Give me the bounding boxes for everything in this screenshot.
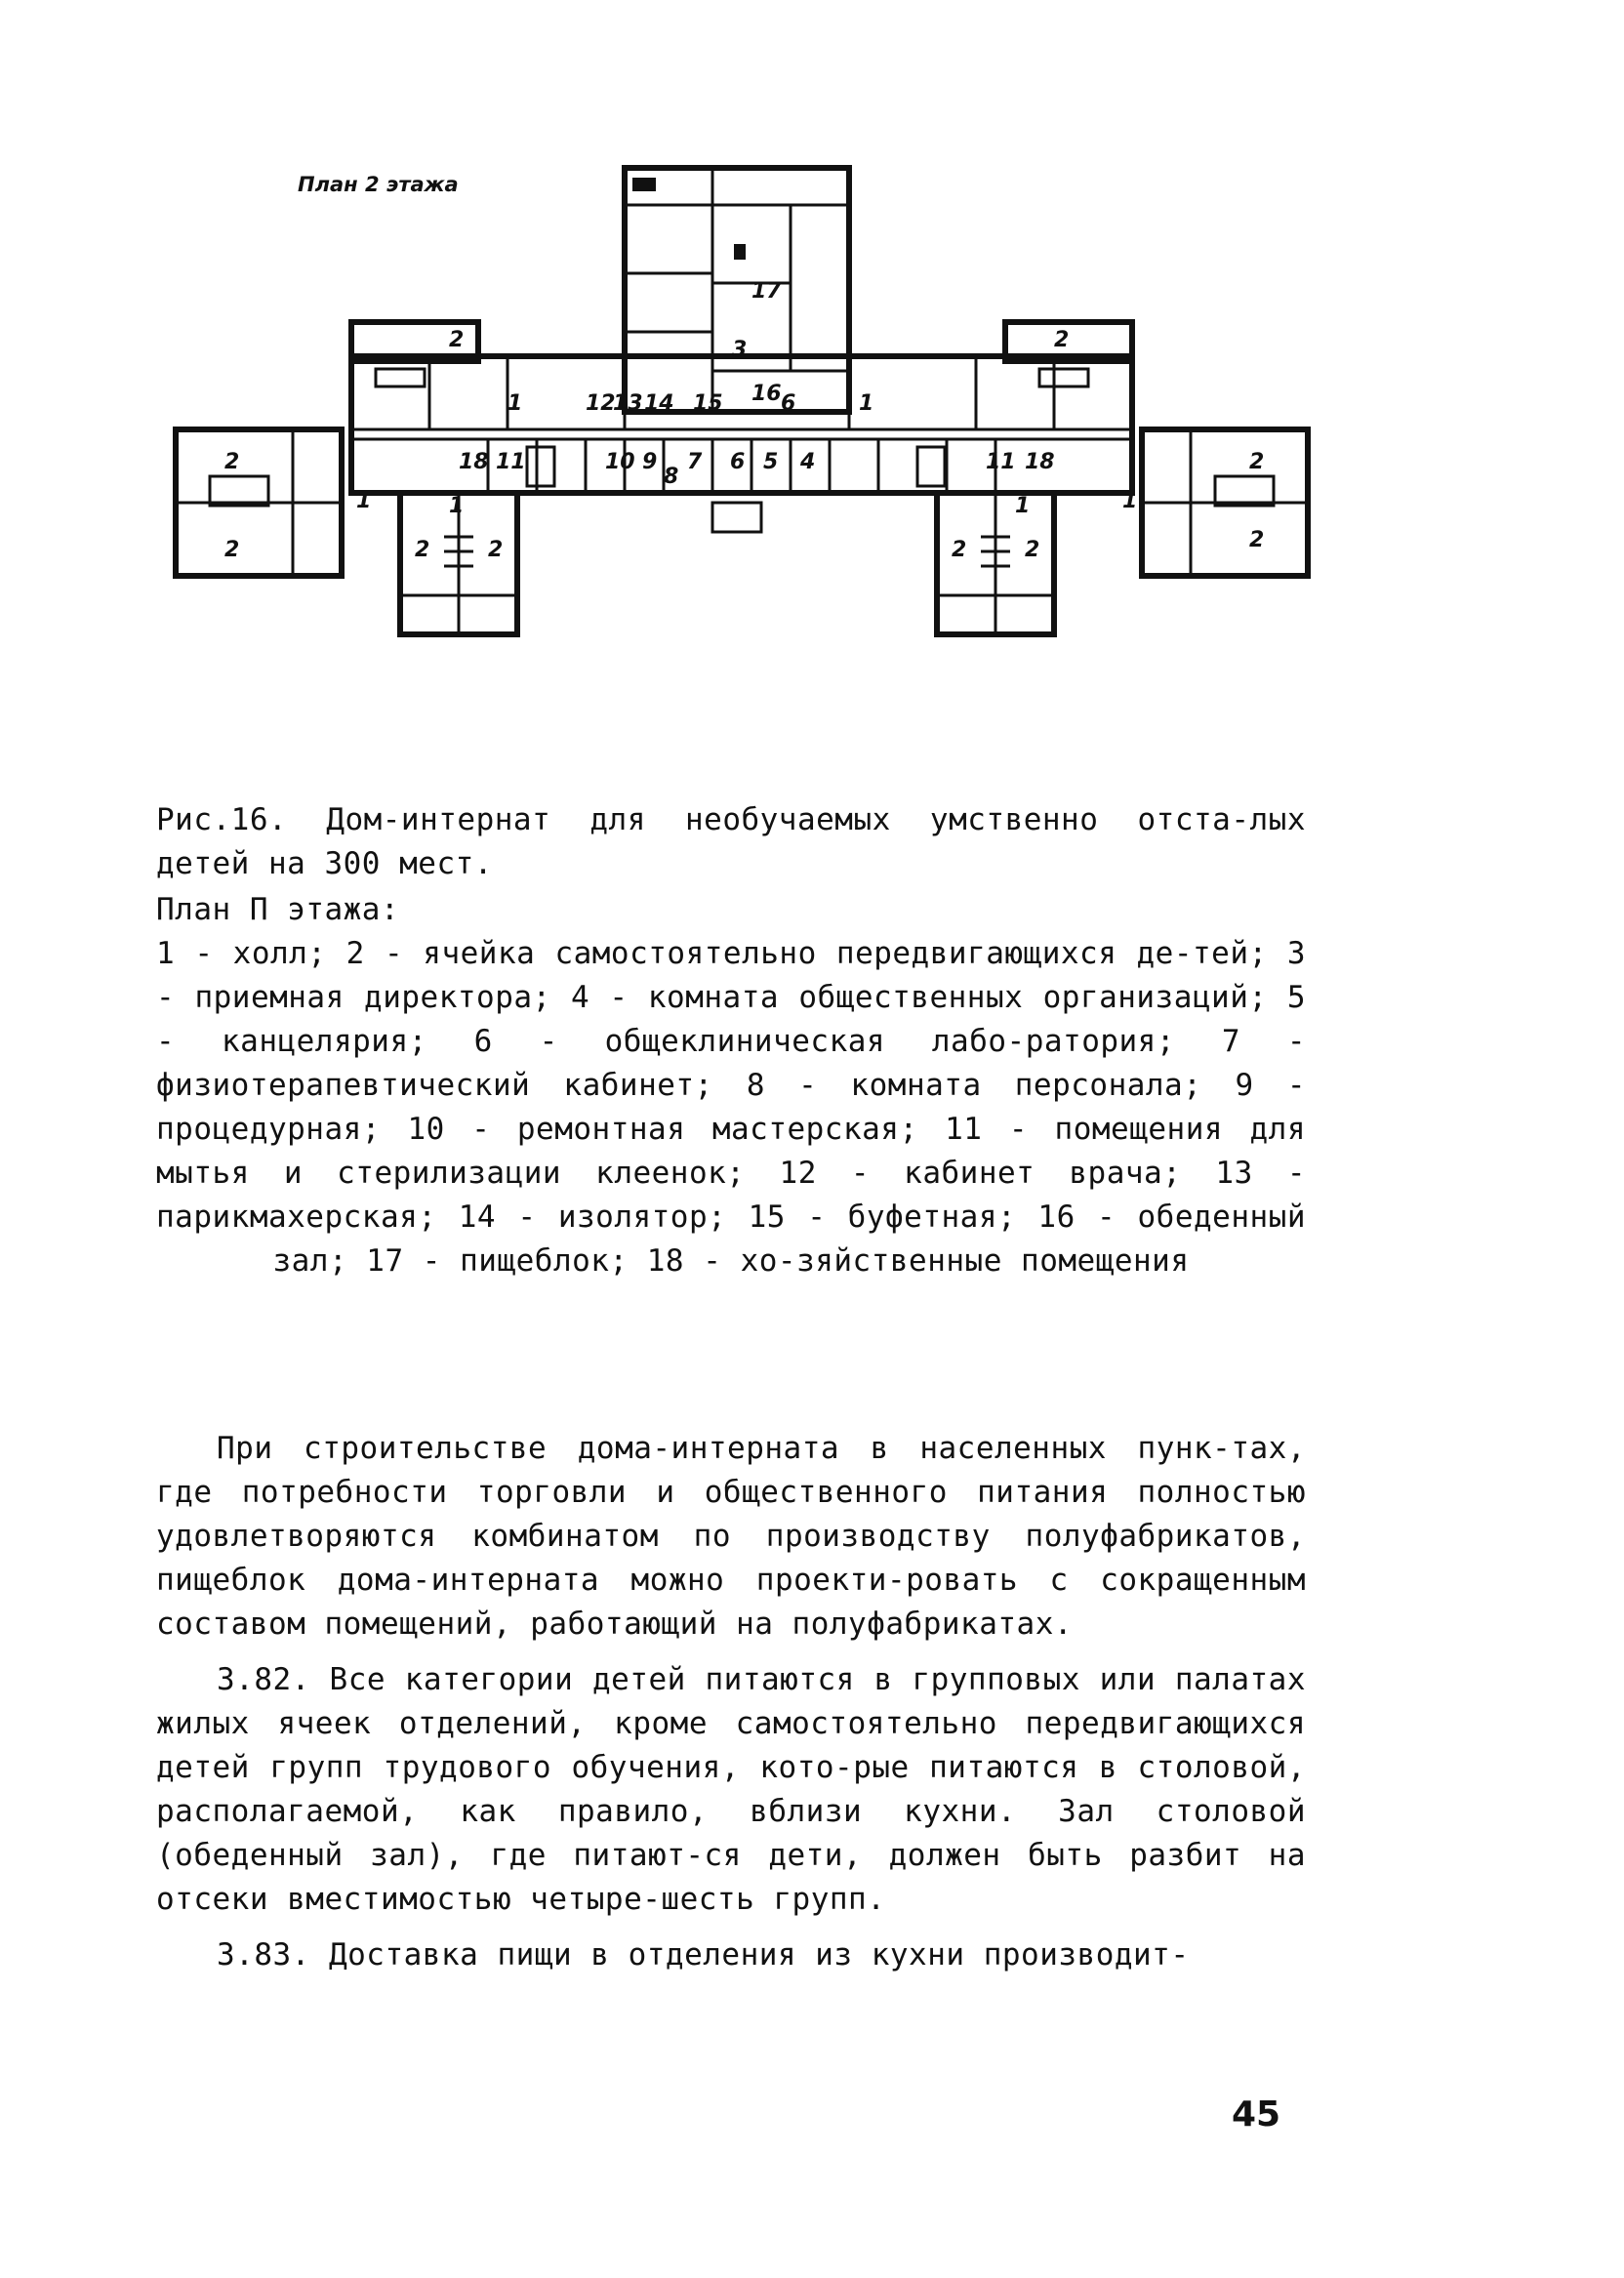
room-number: 2 xyxy=(1249,450,1265,474)
room-number: 1 xyxy=(859,391,874,416)
plan-label: План 2 этажа xyxy=(298,173,459,196)
caption-legend: 1 - холл; 2 - ячейка самостоятельно передвигающихся де-тей; 3 - приемная директора; 4 - комната общественных организаций; 5 - канцелярия; 6 - общеклиническая лабо-ратория; 7 - физиотерапевтический кабинет; 8 - комната персонала; 9 - процедурная; 10 - ремонтная мастерская; 11 - помещения для мытья и стерилизации клеенок; 12 - кабинет врача; 13 - парикмахерская; 14 - изолятор; 15 - буфетная; 16 - обеденный зал; 17 - пищеблок; 18 - хо-зяйственные помещения xyxy=(156,936,1306,1279)
room-number: 17 xyxy=(751,279,782,304)
room-number: 6 xyxy=(730,450,746,474)
room-number: 13 xyxy=(613,391,643,416)
paragraph: 3.83. Доставка пищи в отделения из кухни производит- xyxy=(217,1937,1190,1973)
paragraph: 3.82. Все категории детей питаются в групповых или палатах жилых ячеек отделений, кроме самостоятельно передвигающихся детей групп трудового обучения, кото-рые питаются в столовой, располагаемой, как правило, вблизи кухни. Зал столовой (обеденный зал), где питают-ся дети, должен быть разбит на отсеки вместимостью четыре-шесть групп. xyxy=(156,1662,1306,1917)
central-block xyxy=(625,168,849,412)
room-number: 1 xyxy=(449,494,465,518)
room-number: 9 xyxy=(642,450,658,474)
room-number: 18 xyxy=(1025,450,1055,474)
room-number: 11 xyxy=(986,450,1016,474)
right-end-block xyxy=(1142,429,1308,576)
room-number: 2 xyxy=(1054,328,1070,352)
room-number: 16 xyxy=(751,382,782,406)
room-number: 2 xyxy=(415,538,430,562)
room-number: 5 xyxy=(763,450,779,474)
room-number: 2 xyxy=(1249,528,1265,552)
lower-right-wing xyxy=(937,493,1054,634)
room-number: 4 xyxy=(800,450,816,474)
room-number: 18 xyxy=(459,450,489,474)
room-number: 1 xyxy=(356,489,372,513)
room-number: 10 xyxy=(605,450,635,474)
floor-plan-drawing xyxy=(166,146,1318,752)
room-number: 2 xyxy=(224,450,240,474)
room-number: 2 xyxy=(488,538,504,562)
room-number: 2 xyxy=(952,538,967,562)
caption-plan: План П этажа: xyxy=(156,892,400,927)
left-end-block xyxy=(176,429,342,576)
figure-caption xyxy=(156,798,1306,1283)
room-number: 1 xyxy=(1015,494,1031,518)
room-number: 7 xyxy=(687,450,703,474)
room-number: 2 xyxy=(1025,538,1040,562)
room-number: 1 xyxy=(1122,489,1138,513)
room-number: 6 xyxy=(781,391,796,416)
body-text xyxy=(156,1427,1306,1977)
floor-plan-figure xyxy=(166,146,1318,752)
room-number: 2 xyxy=(449,328,465,352)
caption-title: Рис.16. Дом-интернат для необучаемых умственно отста-лых детей на 300 мест. xyxy=(156,802,1306,881)
paragraph: При строительстве дома-интерната в населенных пунк-тах, где потребности торговли и общественного питания полностью удовлетворяются комбинатом по производству полуфабрикатов, пищеблок дома-интерната можно проекти-ровать с сокращенным составом помещений, работающий на полуфабрикатах. xyxy=(156,1431,1306,1642)
room-number: 2 xyxy=(224,538,240,562)
room-number: 1 xyxy=(508,391,523,416)
room-number: 3 xyxy=(732,338,748,362)
room-number: 8 xyxy=(664,465,679,489)
room-number: 12 xyxy=(586,391,616,416)
room-number: 14 xyxy=(644,391,674,416)
room-number: 15 xyxy=(693,391,723,416)
page-number: 45 xyxy=(1232,2095,1281,2135)
room-number: 11 xyxy=(496,450,526,474)
